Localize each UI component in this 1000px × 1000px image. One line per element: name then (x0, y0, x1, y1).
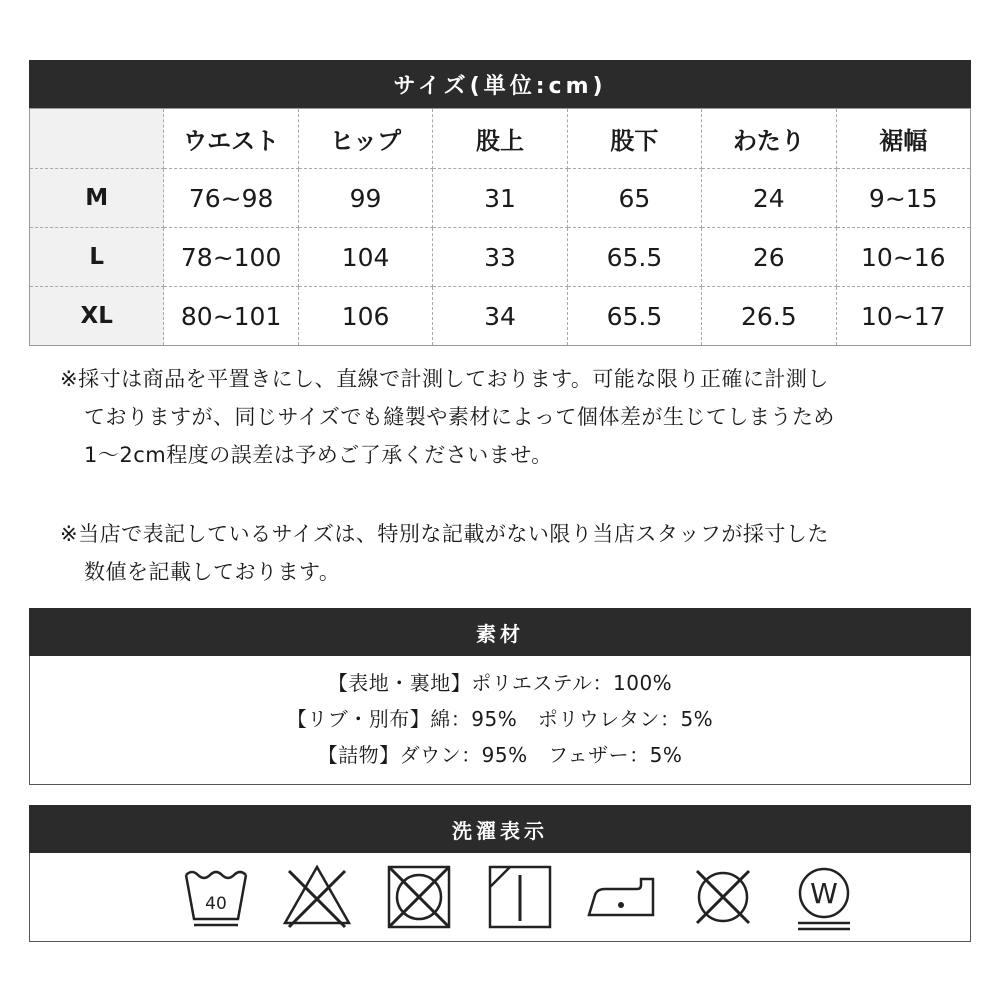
size-label: L (30, 228, 164, 287)
table-cell: 76~98 (164, 169, 298, 228)
material-line: 【リブ・別布】綿：95% ポリウレタン：5% (286, 707, 714, 731)
size-section-title: サイズ(単位:cm) (29, 60, 971, 108)
wash-temp-label: 40 (205, 894, 227, 914)
material-line: 【詰物】ダウン：95% フェザー：5% (317, 743, 683, 767)
corner-cell (30, 109, 164, 169)
size-notation-note (60, 515, 960, 591)
table-cell: 80~101 (164, 287, 298, 346)
table-row (30, 287, 971, 346)
table-cell: 10~17 (836, 287, 970, 346)
table-cell: 24 (702, 169, 836, 228)
table-cell: 78~100 (164, 228, 298, 287)
no-tumble-dry-icon (383, 861, 455, 933)
size-label: M (30, 169, 164, 228)
no-bleach-icon (281, 861, 353, 933)
line-dry-shade-icon (484, 861, 556, 933)
size-table (29, 108, 971, 346)
care-section-title: 洗濯表示 (29, 805, 971, 853)
col-header: 股下 (567, 109, 701, 169)
table-cell: 65.5 (567, 228, 701, 287)
note-line: 1～2cm程度の誤差は予めご了承くださいませ。 (84, 443, 553, 467)
table-cell: 65 (567, 169, 701, 228)
table-cell: 99 (298, 169, 432, 228)
note-line: ※採寸は商品を平置きにし、直線で計測しております。可能な限り正確に計測し (60, 367, 829, 391)
measurement-note (60, 360, 960, 474)
col-header: ウエスト (164, 109, 298, 169)
table-cell: 34 (433, 287, 567, 346)
size-label: XL (30, 287, 164, 346)
wet-clean-icon (788, 861, 860, 933)
material-section-title: 素材 (29, 608, 971, 656)
no-dry-clean-icon (687, 861, 759, 933)
col-header: ヒップ (298, 109, 432, 169)
table-cell: 65.5 (567, 287, 701, 346)
note-line: 数値を記載しております。 (84, 560, 341, 584)
table-row (30, 169, 971, 228)
table-cell: 31 (433, 169, 567, 228)
col-header: 裾幅 (836, 109, 970, 169)
table-cell: 106 (298, 287, 432, 346)
table-cell: 26.5 (702, 287, 836, 346)
table-cell: 10~16 (836, 228, 970, 287)
wet-clean-label: W (810, 877, 838, 910)
care-symbols-box (29, 853, 971, 942)
size-table-header (30, 109, 971, 169)
note-line: ※当店で表記しているサイズは、特別な記載がない限り当店スタッフが採寸した (60, 522, 829, 546)
material-line: 【表地・裏地】ポリエステル：100% (327, 671, 673, 695)
iron-low-icon (585, 861, 657, 933)
note-line: ておりますが、同じサイズでも縫製や素材によって個体差が生じてしまうため (84, 405, 835, 429)
table-row (30, 228, 971, 287)
table-cell: 9~15 (836, 169, 970, 228)
col-header: わたり (702, 109, 836, 169)
material-box (29, 656, 971, 785)
col-header: 股上 (433, 109, 567, 169)
table-cell: 26 (702, 228, 836, 287)
table-cell: 104 (298, 228, 432, 287)
wash-40-icon (180, 861, 252, 933)
table-cell: 33 (433, 228, 567, 287)
